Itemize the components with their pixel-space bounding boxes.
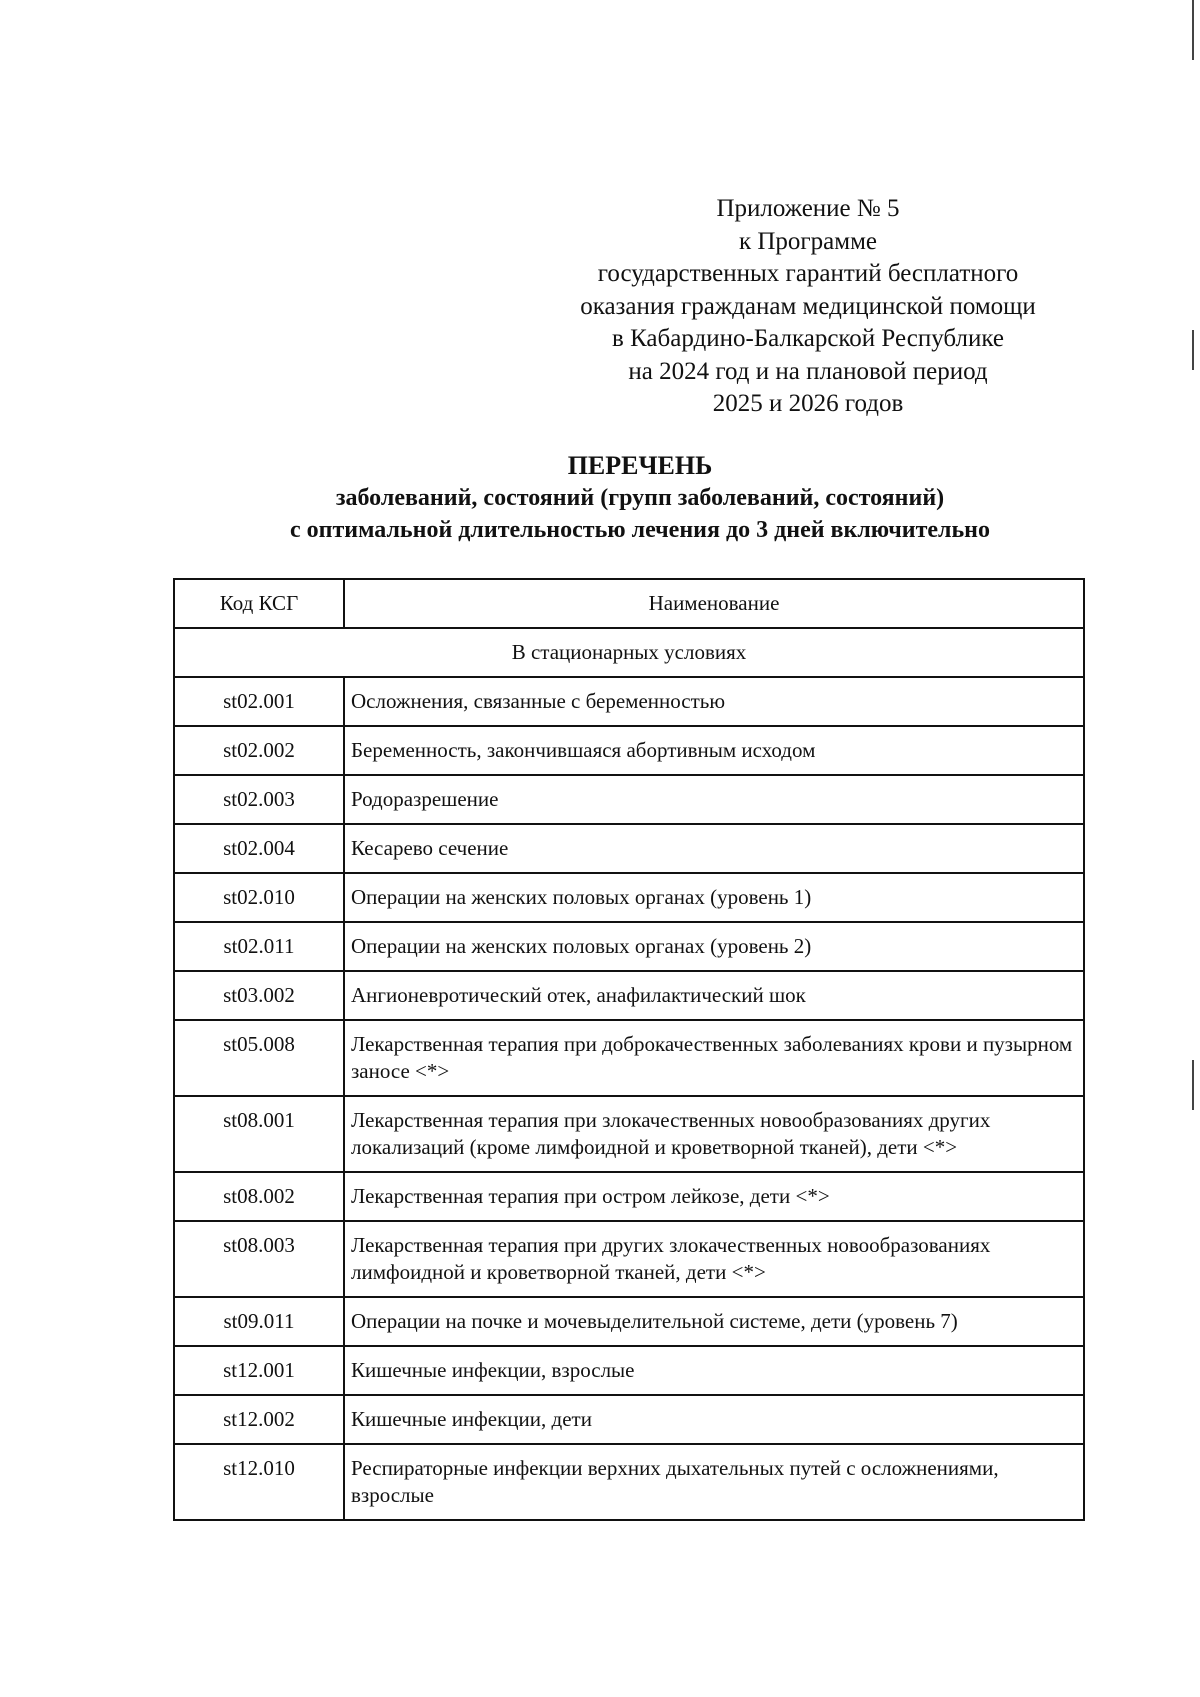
- header-name: Наименование: [344, 579, 1084, 628]
- ksg-name-cell: Операции на женских половых органах (уровень 2): [344, 922, 1084, 971]
- ksg-code-cell: st02.011: [174, 922, 344, 971]
- table-header-row: [174, 579, 1084, 628]
- header-code: Код КСГ: [174, 579, 344, 628]
- document-subtitle-line-2: с оптимальной длительностью лечения до 3 дней включительно: [289, 517, 991, 543]
- scan-edge-mark: [1192, 330, 1194, 370]
- appendix-line: к Программе: [738, 227, 878, 255]
- table-row: [174, 971, 1084, 1020]
- table-row: [174, 1346, 1084, 1395]
- ksg-code-cell: st12.010: [174, 1444, 344, 1520]
- ksg-code-cell: st05.008: [174, 1020, 344, 1096]
- ksg-name-cell: Кишечные инфекции, взрослые: [344, 1346, 1084, 1395]
- ksg-code-cell: st02.002: [174, 726, 344, 775]
- table-row: [174, 1444, 1084, 1520]
- ksg-name-cell: Ангионевротический отек, анафилактический шок: [344, 971, 1084, 1020]
- ksg-name-cell: Лекарственная терапия при других злокачественных новообразованиях лимфоидной и кроветворной тканей, дети <*>: [344, 1221, 1084, 1297]
- ksg-code-cell: st02.003: [174, 775, 344, 824]
- ksg-name-cell: Респираторные инфекции верхних дыхательных путей с осложнениями, взрослые: [344, 1444, 1084, 1520]
- ksg-code-cell: st02.001: [174, 677, 344, 726]
- appendix-line: Приложение № 5: [716, 195, 900, 222]
- table-row: [174, 922, 1084, 971]
- ksg-name-cell: Операции на почке и мочевыделительной системе, дети (уровень 7): [344, 1297, 1084, 1346]
- ksg-name-cell: Кесарево сечение: [344, 824, 1084, 873]
- document-heading: [170, 450, 1110, 546]
- table-row: [174, 677, 1084, 726]
- appendix-line: оказания гражданам медицинской помощи: [580, 292, 1036, 320]
- appendix-line: на 2024 год и на плановой период: [628, 357, 988, 385]
- appendix-line: в Кабардино-Балкарской Республике: [612, 325, 1004, 352]
- ksg-name-cell: Лекарственная терапия при злокачественных новообразованиях других локализаций (кроме лимфоидной и кроветворной тканей), дети <*>: [344, 1096, 1084, 1172]
- ksg-name-cell: Лекарственная терапия при доброкачественных заболеваниях крови и пузырном заносе <*>: [344, 1020, 1084, 1096]
- table-row: [174, 726, 1084, 775]
- ksg-name-cell: Родоразрешение: [344, 775, 1084, 824]
- table-row: [174, 1221, 1084, 1297]
- scan-edge-mark: [1192, 1060, 1194, 1110]
- ksg-name-cell: Осложнения, связанные с беременностью: [344, 677, 1084, 726]
- ksg-name-cell: Кишечные инфекции, дети: [344, 1395, 1084, 1444]
- table-row: [174, 1096, 1084, 1172]
- table-row: [174, 824, 1084, 873]
- ksg-code-cell: st08.001: [174, 1096, 344, 1172]
- ksg-code-cell: st02.010: [174, 873, 344, 922]
- ksg-name-cell: Операции на женских половых органах (уровень 1): [344, 873, 1084, 922]
- appendix-line: 2025 и 2026 годов: [712, 390, 904, 417]
- table-row: [174, 1395, 1084, 1444]
- ksg-name-cell: Лекарственная терапия при остром лейкозе, дети <*>: [344, 1172, 1084, 1221]
- scan-edge-mark: [1192, 0, 1194, 60]
- table-row: [174, 1020, 1084, 1096]
- document-subtitle-line-1: заболеваний, состояний (групп заболеваний, состояний): [335, 485, 945, 511]
- table-row: [174, 873, 1084, 922]
- ksg-code-cell: st02.004: [174, 824, 344, 873]
- table-row: [174, 1172, 1084, 1221]
- ksg-code-cell: st12.002: [174, 1395, 344, 1444]
- document-title: ПЕРЕЧЕНЬ: [567, 451, 713, 480]
- appendix-line: государственных гарантий бесплатного: [597, 260, 1019, 287]
- ksg-table: [173, 578, 1085, 1521]
- ksg-name-cell: Беременность, закончившаяся абортивным исходом: [344, 726, 1084, 775]
- table-row: [174, 775, 1084, 824]
- ksg-code-cell: st08.003: [174, 1221, 344, 1297]
- section-label: В стационарных условиях: [174, 628, 1084, 677]
- appendix-block: [548, 193, 1068, 421]
- ksg-code-cell: st12.001: [174, 1346, 344, 1395]
- ksg-code-cell: st08.002: [174, 1172, 344, 1221]
- ksg-code-cell: st03.002: [174, 971, 344, 1020]
- table-row: [174, 1297, 1084, 1346]
- table-section-row: [174, 628, 1084, 677]
- ksg-code-cell: st09.011: [174, 1297, 344, 1346]
